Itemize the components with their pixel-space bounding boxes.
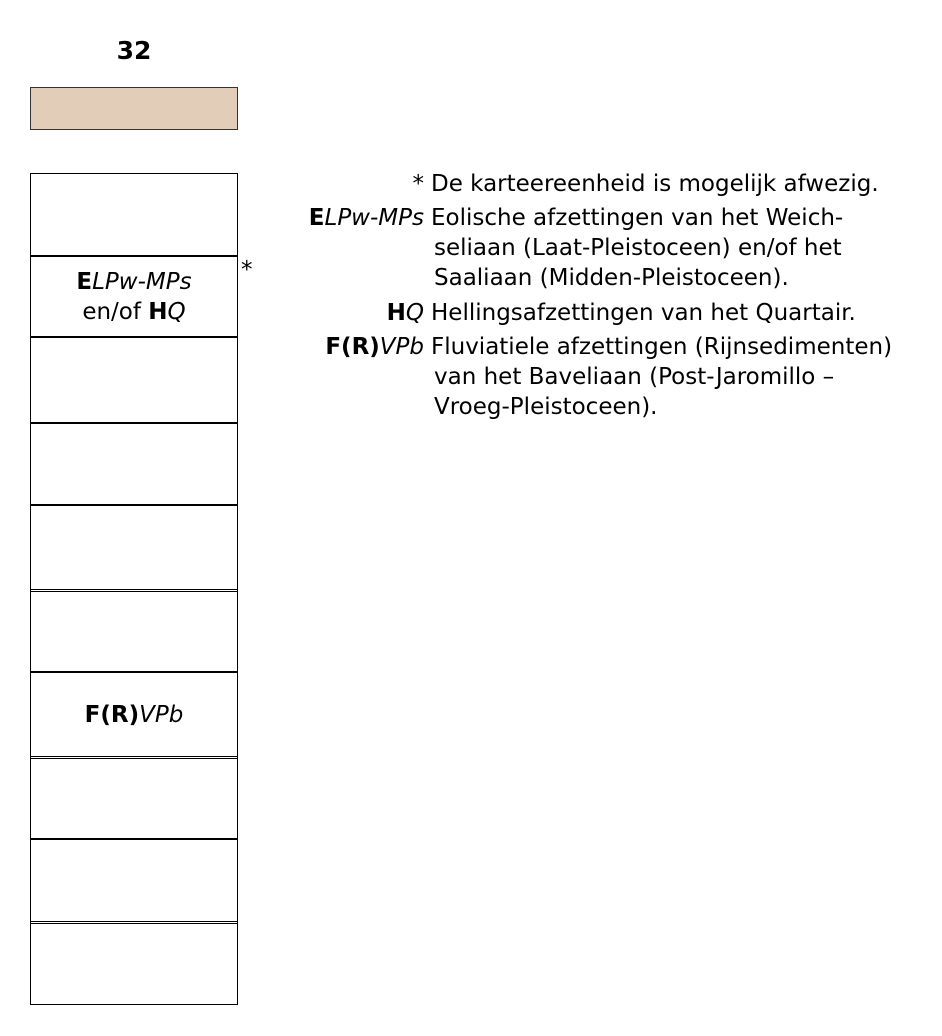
legend-elpw-line1: Eolische afzettingen van het Weich- <box>431 205 844 231</box>
column-cell-5 <box>30 504 238 592</box>
legend-star-code: * <box>412 171 424 197</box>
column-cell-1 <box>30 173 238 257</box>
cell-label-line1 <box>76 267 191 297</box>
column-cell-6 <box>30 589 238 673</box>
legend-hq-line1: Hellingsafzettingen van het Quartair. <box>431 300 856 326</box>
unit-code-bold: F(R) <box>84 702 140 728</box>
column-cell-4 <box>30 422 238 506</box>
legend-code-bold: H <box>386 300 406 326</box>
legend-hq-code <box>387 298 424 328</box>
legend-frvpb-line1: Fluviatiele afzettingen (Rijnsedimenten) <box>431 334 893 360</box>
legend-elpw-code <box>309 203 424 233</box>
cell-label-line1 <box>85 700 184 730</box>
legend-frvpb-line2: van het Baveliaan (Post-Jaromillo – <box>434 364 835 390</box>
unit-code-italic: VPb <box>139 702 184 728</box>
unit-code-italic: LPw-MPs <box>92 268 192 295</box>
column-cell-9 <box>30 838 238 924</box>
column-cell-8 <box>30 756 238 840</box>
column-cell-2 <box>30 255 238 338</box>
legend-code-italic: Q <box>405 300 424 326</box>
color-swatch <box>30 87 238 130</box>
absence-star-marker: * <box>241 257 253 283</box>
column-cell-7 <box>30 671 238 759</box>
legend-code-bold: F(R) <box>325 334 380 360</box>
legend-code-italic: VPb <box>379 334 424 360</box>
legend-frvpb-line3: Vroeg-Pleistoceen). <box>434 394 658 420</box>
column-cell-3 <box>30 336 238 424</box>
column-number: 32 <box>116 36 152 65</box>
cell-label-line2 <box>82 297 185 327</box>
legend-code-italic: LPw-MPs <box>324 205 424 231</box>
unit-code-bold: H <box>148 298 168 325</box>
unit-code-italic: Q <box>167 298 186 325</box>
legend-star-text: De karteereenheid is mogelijk afwezig. <box>431 171 879 197</box>
unit-code-bold: E <box>76 268 93 295</box>
legend-elpw-line2: seliaan (Laat-Pleistoceen) en/of het <box>434 235 842 261</box>
cell-label-prefix: en/of <box>82 298 149 325</box>
legend-elpw-line3: Saaliaan (Midden-Pleistoceen). <box>434 265 789 291</box>
legend-code-bold: E <box>308 205 325 231</box>
stratigraphic-column <box>30 173 238 1005</box>
legend-frvpb-code <box>325 332 424 362</box>
column-cell-10 <box>30 921 238 1005</box>
